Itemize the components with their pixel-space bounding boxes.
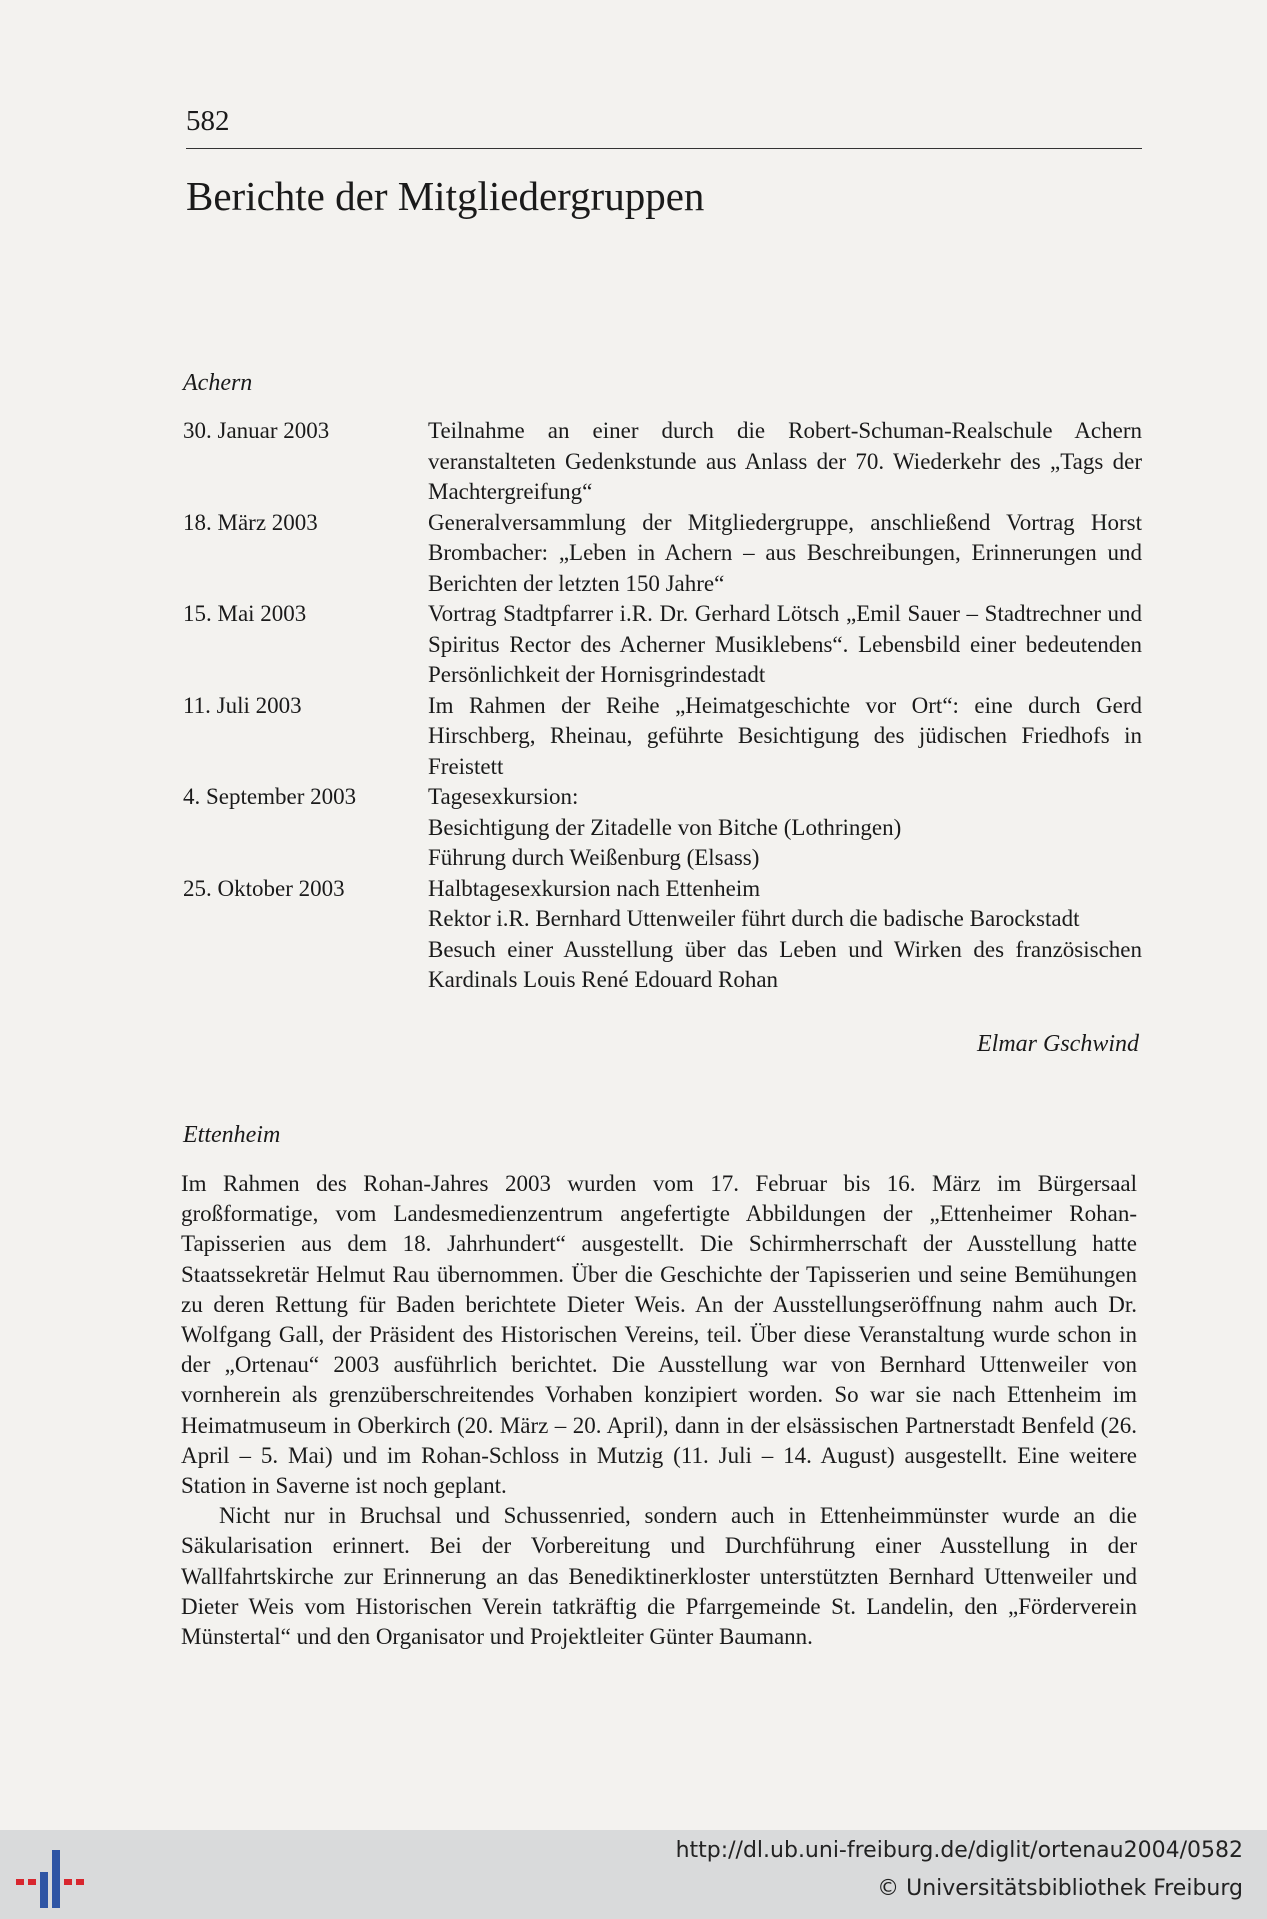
paragraph: Im Rahmen des Rohan-Jahres 2003 wurden vom 17. Februar bis 16. März im Bürgersaal großformatige, vom Landesmedienzentrum angefertigte Abbildungen der „Ettenheimer Rohan-Tapisserien aus dem 18. Jahrhundert“ ausgestellt. Die Schirmherrschaft der Ausstellung hatte Staatssekretär Helmut Rau übernommen. Über die Geschichte der Tapisserien und seine Bemühungen zu deren Rettung für Baden berichtete Dieter Weis. An der Ausstellungseröffnung nahm auch Dr. Wolfgang Gall, der Präsident des Historischen Vereins, teil. Über diese Veranstaltung wurde schon in der „Ortenau“ 2003 ausführlich berichtet. Die Ausstellung war von Bernhard Uttenweiler von vornherein als grenzüberschreitendes Vorhaben konzipiert worden. So war sie nach Ettenheim im Heimatmuseum in Oberkirch (20. März – 20. April), dann in der elsässischen Partnerstadt Benfeld (26. April – 5. Mai) und im Rohan-Schloss in Mutzig (11. Juli – 14. August) ausgestellt. Eine weitere Station in Saverne ist noch geplant. bbox=[181, 1171, 1137, 1499]
footer-copyright: © Universitätsbibliothek Freiburg bbox=[877, 1876, 1243, 1901]
footer-url-link[interactable]: http://dl.ub.uni-freiburg.de/diglit/ortenau2004/0582 bbox=[675, 1838, 1243, 1863]
event-list bbox=[183, 416, 1143, 996]
event-description: Im Rahmen der Reihe „Heimatgeschichte vor Ort“: eine durch Gerd Hirschberg, Rheinau, geführte Besichtigung des jüdischen Friedhofs in Freistett bbox=[428, 692, 1142, 779]
event-item bbox=[183, 782, 1143, 874]
section-heading-achern: Achern bbox=[183, 370, 253, 396]
event-date: 11. Juli 2003 bbox=[183, 692, 302, 718]
page-title: Berichte der Mitgliedergruppen bbox=[186, 173, 705, 219]
footer-bar bbox=[0, 1830, 1267, 1919]
event-description: Tagesexkursion: Besichtigung der Zitadelle von Bitche (Lothringen) Führung durch Weißenburg (Elsass) bbox=[428, 784, 902, 870]
event-item bbox=[183, 416, 1143, 508]
event-description: Halbtagesexkursion nach Ettenheim Rektor i.R. Bernhard Uttenweiler führt durch die badische Barockstadt Besuch einer Ausstellung über das Leben und Wirken des französischen Kardinals Louis René Edouard Rohan bbox=[428, 875, 1142, 992]
author-signature: Elmar Gschwind bbox=[977, 1031, 1139, 1057]
event-item bbox=[183, 508, 1143, 600]
paragraph: Nicht nur in Bruchsal und Schussenried, sondern auch in Ettenheimmünster wurde an die Säkularisation erinnert. Bei der Vorbereitung und Durchführung einer Ausstellung in der Wallfahrtskirche zur Erinnerung an das Benediktinerkloster unterstützten Bernhard Uttenweiler und Dieter Weis vom Historischen Verein tatkräftig die Pfarrgemeinde St. Landelin, den „Förderverein Münstertal“ und den Organisator und Projektleiter Günter Baumann. bbox=[181, 1503, 1137, 1650]
event-date: 18. März 2003 bbox=[183, 509, 318, 535]
event-description: Generalversammlung der Mitgliedergruppe, anschließend Vortrag Horst Brombacher: „Leben in Achern – aus Beschreibungen, Erinnerungen und Berichten der letzten 150 Jahre“ bbox=[428, 509, 1142, 596]
header-rule bbox=[186, 148, 1142, 149]
ub-freiburg-logo-icon bbox=[14, 1850, 84, 1910]
event-item bbox=[183, 874, 1143, 996]
event-description: Vortrag Stadtpfarrer i.R. Dr. Gerhard Lötsch „Emil Sauer – Stadtrechner und Spiritus Rector des Acherner Musiklebens“. Lebensbild einer bedeutenden Persönlichkeit der Hornisgrindestadt bbox=[428, 601, 1142, 687]
event-item bbox=[183, 691, 1143, 783]
event-date: 30. Januar 2003 bbox=[183, 418, 330, 443]
event-item bbox=[183, 599, 1143, 691]
event-date: 4. September 2003 bbox=[183, 784, 357, 809]
section-heading-ettenheim: Ettenheim bbox=[183, 1122, 281, 1148]
body-text bbox=[181, 1169, 1137, 1652]
event-description: Teilnahme an einer durch die Robert-Schuman-Realschule Achern veranstalteten Gedenkstunde aus Anlass der 70. Wiederkehr des „Tags der Machtergreifung“ bbox=[428, 418, 1142, 504]
event-date: 15. Mai 2003 bbox=[183, 601, 307, 626]
page-number: 582 bbox=[186, 105, 230, 137]
event-date: 25. Oktober 2003 bbox=[183, 875, 345, 901]
